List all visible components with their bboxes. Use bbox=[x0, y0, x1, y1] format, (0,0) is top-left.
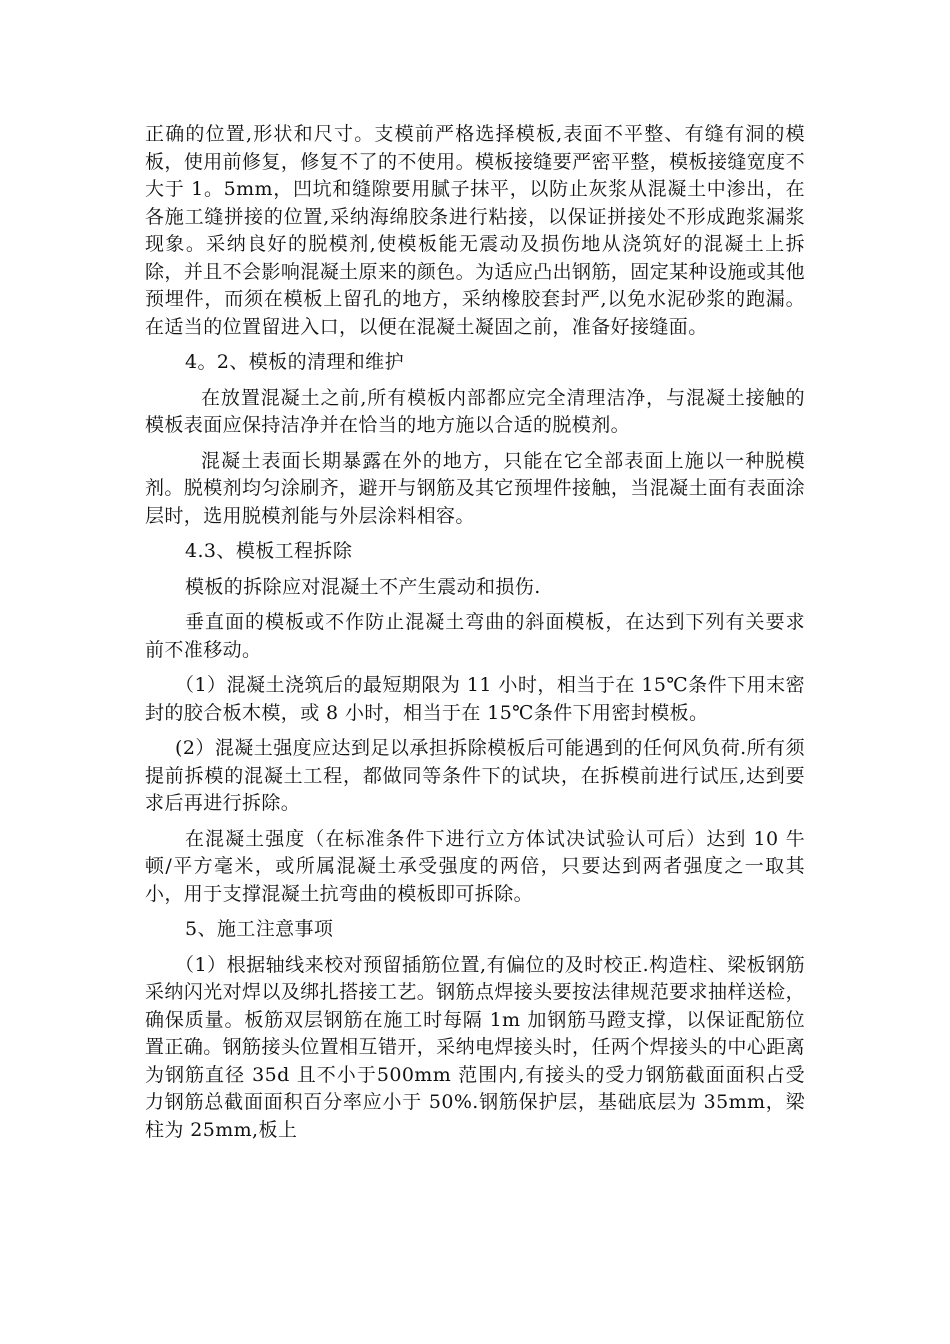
heading-4-2: 4。2、模板的清理和维护 bbox=[185, 351, 404, 373]
heading-5: 5、施工注意事项 bbox=[185, 918, 334, 940]
paragraph-formwork-cleaning: 在放置混凝土之前,所有模板内部都应完全清理洁净，与混凝土接触的模板表面应保持洁净并在恰当的地方施以合适的脱模剂。 bbox=[145, 386, 805, 436]
paragraph-removal-intro: 模板的拆除应对混凝土不产生震动和损伤. bbox=[185, 575, 541, 598]
paragraph-vertical-formwork: 垂直面的模板或不作防止混凝土弯曲的斜面模板，在达到下列有关要求前不准移动。 bbox=[145, 611, 805, 661]
heading-4-3: 4.3、模板工程拆除 bbox=[185, 540, 353, 562]
paragraph-requirement-2: (2）混凝土强度应达到足以承担拆除模板后可能遇到的任何风负荷.所有须提前拆模的混凝土工程，都做同等条件下的试块，在拆模前进行试压,达到要求后再进行拆除。 bbox=[145, 737, 805, 814]
document-body bbox=[145, 121, 805, 1152]
paragraph-requirement-1: （1）混凝土浇筑后的最短期限为 11 小时，相当于在 15℃条件下用末密封的胶合板木模，或 8 小时，相当于在 15℃条件下用密封模板。 bbox=[145, 674, 805, 724]
paragraph-strength-removal: 在混凝土强度（在标准条件下进行立方体试决试验认可后）达到 10 牛顿/平方毫米，或所属混凝土承受强度的两倍，只要达到两者强度之一取其小，用于支撑混凝土抗弯曲的模板即可拆除。 bbox=[145, 827, 805, 905]
paragraph-construction-notes-1: （1）根据轴线来校对预留插筋位置,有偏位的及时校正.构造柱、梁板钢筋采纳闪光对焊以及绑扎搭接工艺。钢筋点焊接头要按法律规范要求抽样送检，确保质量。板筋双层钢筋在施工时每隔 1m 加钢筋马蹬支撑，以保证配筋位置正确。钢筋接头位置相互错开，采纳电焊接头时，任两个焊接头的中心距离为钢筋直径 35d 且不小于500mm 范围内,有接头的受力钢筋截面面积占受力钢筋总截面面积百分率应小于 50%.钢筋保护层，基础底层为 35mm，梁柱为 25mm,板上 bbox=[145, 953, 805, 1141]
paragraph-formwork-installation: 正确的位置,形状和尺寸。支模前严格选择模板,表面不平整、有缝有洞的模板，使用前修复，修复不了的不使用。模板接缝要严密平整，模板接缝宽度不大于 1。5mm，凹坑和缝隙要用腻子抹平，以防止灰浆从混凝土中渗出，在各施工缝拼接的位置,采纳海绵胶条进行粘接，以保证拼接处不形成跑浆漏浆现象。采纳良好的脱模剂,使模板能无震动及损伤地从浇筑好的混凝土上拆除，并且不会影响混凝土原来的颜色。为适应凸出钢筋，固定某种设施或其他预埋件，而须在模板上留孔的地方，采纳橡胶套封严,以免水泥砂浆的跑漏。在适当的位置留进入口，以便在混凝土凝固之前，准备好接缝面。 bbox=[145, 123, 805, 338]
paragraph-release-agent: 混凝土表面长期暴露在外的地方，只能在它全部表面上施以一种脱模剂。脱模剂均匀涂刷齐，避开与钢筋及其它预埋件接触，当混凝土面有表面涂层时，选用脱模剂能与外层涂料相容。 bbox=[145, 449, 805, 527]
